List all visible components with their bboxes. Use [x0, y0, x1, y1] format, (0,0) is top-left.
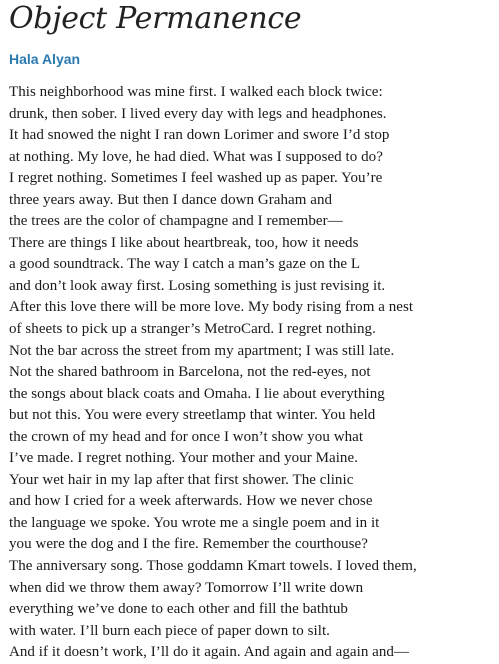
poem-line: but not this. You were every streetlamp that winter. You held	[9, 407, 376, 424]
poem-line: And if it doesn’t work, I’ll do it again. And again and again and—	[9, 644, 410, 661]
poem-line: Your wet hair in my lap after that first shower. The clinic	[9, 471, 354, 488]
poem-line: at nothing. My love, he had died. What was I supposed to do?	[9, 148, 383, 165]
poem-line: the crown of my head and for once I won’t show you what	[9, 428, 364, 445]
poem-line: After this love there will be more love. My body rising from a nest	[9, 299, 414, 316]
poem-title: Object Permanence	[9, 1, 302, 36]
poem-line: with water. I’ll burn each piece of paper down to silt.	[9, 622, 330, 639]
poem-line: everything we’ve done to each other and fill the bathtub	[9, 601, 348, 618]
poem-line: you were the dog and I the fire. Remember the courthouse?	[9, 536, 368, 553]
poem-line: drunk, then sober. I lived every day with legs and headphones.	[9, 105, 387, 122]
poem-body	[9, 82, 417, 664]
poem-line: a good soundtrack. The way I catch a man’s gaze on the L	[9, 256, 361, 273]
poem-line: The anniversary song. Those goddamn Kmart towels. I loved them,	[9, 558, 417, 575]
poem-line: I regret nothing. Sometimes I feel washed up as paper. You’re	[9, 170, 383, 187]
poem-line: the trees are the color of champagne and I remember—	[9, 213, 343, 230]
poem-line: and how I cried for a week afterwards. How we never chose	[9, 493, 373, 510]
poem-line: It had snowed the night I ran down Lorimer and swore I’d stop	[9, 127, 390, 144]
poem-line: This neighborhood was mine first. I walked each block twice:	[9, 84, 383, 100]
poem-line: the language we spoke. You wrote me a single poem and in it	[9, 514, 380, 531]
poem-line: the songs about black coats and Omaha. I lie about everything	[9, 385, 385, 402]
poem-line: There are things I like about heartbreak, too, how it needs	[9, 234, 359, 251]
poem-line: three years away. But then I dance down Graham and	[9, 191, 333, 208]
poem-line: Not the shared bathroom in Barcelona, not the red-eyes, not	[9, 364, 371, 381]
poem-line: of sheets to pick up a stranger’s MetroCard. I regret nothing.	[9, 321, 376, 338]
poem-author-link[interactable]: Hala Alyan	[9, 51, 81, 67]
poem-line: I’ve made. I regret nothing. Your mother and your Maine.	[9, 450, 358, 467]
poem-line: when did we throw them away? Tomorrow I’ll write down	[9, 579, 364, 596]
poem-line: Not the bar across the street from my apartment; I was still late.	[9, 342, 395, 359]
poem-line: and don’t look away first. Losing something is just revising it.	[9, 277, 386, 294]
